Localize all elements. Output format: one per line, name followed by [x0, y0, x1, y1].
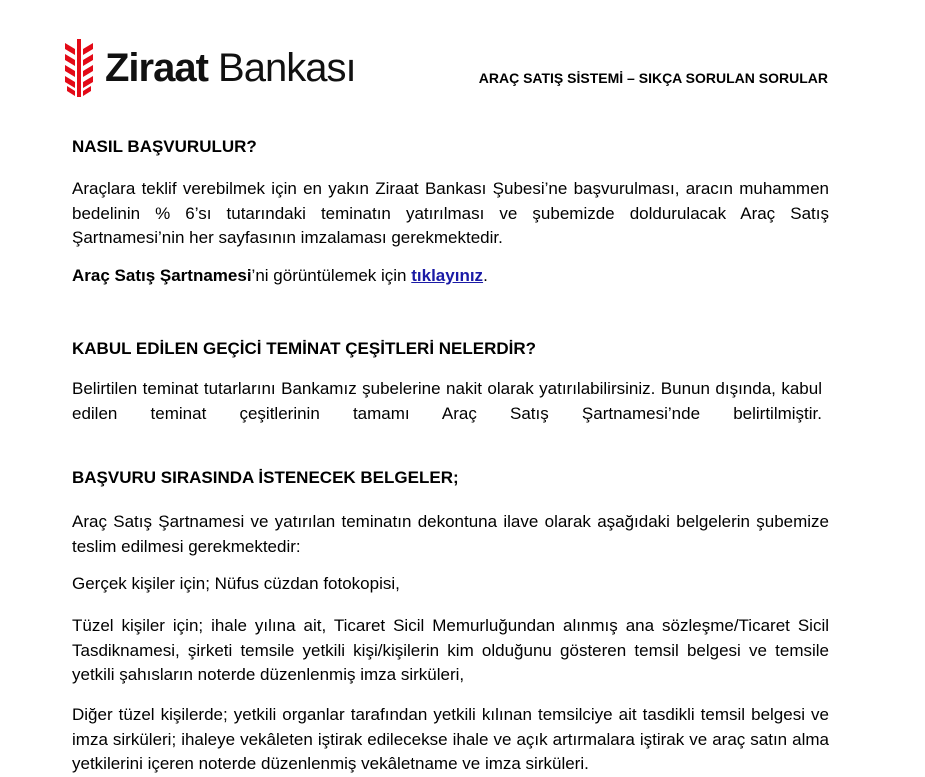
- logo-brand-light: Bankası: [207, 46, 356, 90]
- document-title: ARAÇ SATIŞ SİSTEMİ – SIKÇA SORULAN SORULAR: [478, 70, 828, 86]
- documents-intro: Araç Satış Şartnamesi ve yatırılan teminatın dekontuna ilave olarak aşağıdaki belgelerin şubemize teslim edilmesi gerekmektedir:: [72, 512, 829, 556]
- logo-wordmark: [105, 48, 356, 88]
- spec-link-text: ’ni görüntülemek için: [251, 266, 412, 285]
- apply-paragraph: Araçlara teklif verebilmek için en yakın Ziraat Bankası Şubesi’ne başvurulması, aracın muhammen bedelinin % 6’sı tutarındaki teminatın yatırılması ve şubemizde doldurulacak Araç Satış Şartnamesi’nin her sayfasının imzalaması gerekmektedir.: [72, 179, 829, 247]
- apply-heading: NASIL BAŞVURULUR?: [72, 137, 257, 156]
- logo-brand-bold: Ziraat: [105, 46, 208, 90]
- spec-link-end: .: [483, 266, 488, 285]
- ziraat-bankasi-logo[interactable]: [63, 38, 356, 98]
- documents-heading: BAŞVURU SIRASINDA İSTENECEK BELGELER;: [72, 468, 459, 487]
- spec-link-line: [72, 264, 829, 289]
- wheat-logo-icon: [63, 39, 95, 97]
- spec-name: Araç Satış Şartnamesi: [72, 266, 252, 285]
- spec-link[interactable]: tıklayınız: [411, 266, 484, 285]
- document-header: [0, 0, 925, 110]
- guarantee-paragraph: Belirtilen teminat tutarlarını Bankamız şubelerine nakit olarak yatırılabilirsiniz. Bunun dışında, kabul edilen teminat çeşitlerinin tamamı Araç Satış Şartnamesi’nde belirtilmiştir.: [72, 379, 822, 423]
- legal-persons-item: Tüzel kişiler için; ihale yılına ait, Ticaret Sicil Memurluğundan alınmış ana sözleşme/Ticaret Sicil Tasdiknamesi, şirketi temsile yetkili kişi/kişilerin kim olduğunu gösteren temsil belgesi ve temsile yetkili şahısların noterde düzenlenmiş imza sirküleri,: [72, 616, 829, 684]
- real-persons-item: Gerçek kişiler için; Nüfus cüzdan fotokopisi,: [72, 574, 400, 593]
- other-legal-item: Diğer tüzel kişilerde; yetkili organlar tarafından yetkili kılınan temsilciye ait tasdikli temsil belgesi ve imza sirküleri; ihaleye vekâleten iştirak edilecekse ihale ve açık artırmalara iştirak ve araç satın alma yetkilerini içeren noterde düzenlenmiş vekâletname ve imza sirküleri.: [72, 705, 829, 773]
- guarantee-heading: KABUL EDİLEN GEÇİCİ TEMİNAT ÇEŞİTLERİ NELERDİR?: [72, 339, 537, 358]
